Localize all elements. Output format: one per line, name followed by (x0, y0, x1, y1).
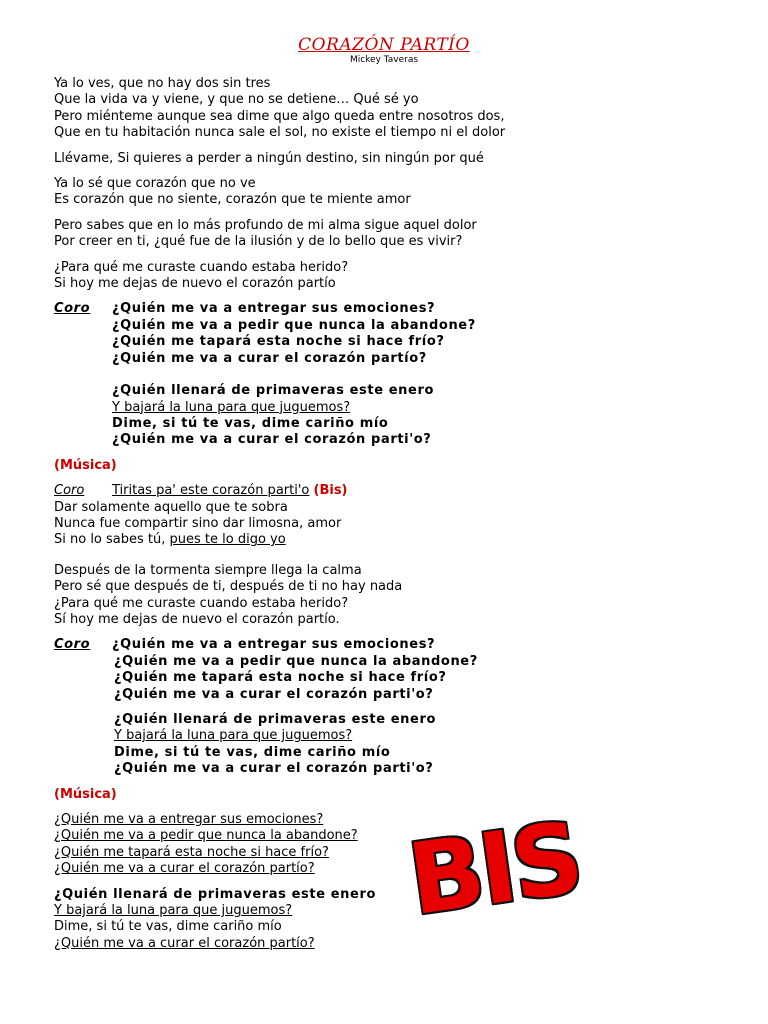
lyric-line: Ya lo ves, que no hay dos sin tres (54, 76, 271, 91)
stanza-3 (54, 176, 694, 209)
chorus-line: ¿Quién me va a curar el corazón parti'o? (114, 686, 434, 702)
lyric-line: Pero sé que después de ti, después de ti no hay nada (54, 579, 403, 595)
lyric-line: ¿Quién me va a curar el corazón partío? (54, 935, 315, 951)
lyric-line: Es corazón que no siente, corazón que te miente amor (54, 192, 411, 208)
chorus-line: ¿Quién llenará de primaveras este enero (112, 383, 434, 399)
lyric-line: Sí hoy me dejas de nuevo el corazón partío. (54, 611, 340, 627)
final-block-2 (54, 887, 694, 953)
chorus-line: ¿Quién me va a entregar sus emociones? (112, 637, 436, 653)
music-marker: (Música) (54, 786, 117, 802)
stanza-6 (54, 563, 694, 629)
chorus-line: ¿Quién me va a entregar sus emociones? (112, 301, 436, 317)
chorus-line: Y bajará la luna para que juguemos? (112, 399, 351, 415)
lyric-line: Pero miénteme aunque sea dime que algo queda entre nosotros dos, (54, 108, 505, 124)
chorus-label: Coro (54, 637, 91, 653)
lyric-line: Después de la tormenta siempre llega la calma (54, 562, 362, 578)
final-block-1 (54, 812, 694, 878)
chorus-line: Y bajará la luna para que juguemos? (114, 728, 353, 744)
lyric-line: Y bajará la luna para que juguemos? (54, 903, 293, 919)
song-author: Mickey Taveras (349, 55, 419, 65)
lyric-line: Pero sabes que en lo más profundo de mi alma sigue aquel dolor (54, 217, 477, 233)
lyric-underlined: pues te lo digo yo (169, 532, 286, 548)
chorus-label: Coro (54, 483, 85, 499)
lyric-line: Llévame, Si quieres a perder a ningún destino, sin ningún por qué (54, 150, 484, 166)
lyric-line: Dime, si tú te vas, dime cariño mío (54, 919, 282, 935)
lyric-line: ¿Quién me va a pedir que nunca la abandone? (54, 828, 358, 844)
chorus-1 (54, 301, 694, 448)
lyric-line: ¿Quién me va a curar el corazón partío? (54, 861, 315, 877)
lyric-line: Si no lo sabes tú, (54, 532, 170, 548)
stanza-2 (54, 151, 694, 167)
song-title: CORAZÓN PARTÍO (298, 35, 470, 55)
chorus-line: ¿Quién me va a curar el corazón parti'o? (114, 761, 434, 777)
chorus-line: ¿Quién llenará de primaveras este enero (114, 712, 436, 727)
chorus-line: Dime, si tú te vas, dime cariño mío (112, 415, 389, 431)
lyric-line: Por creer en ti, ¿qué fue de la ilusión y de lo bello que es vivir? (54, 234, 463, 250)
stanza-1 (54, 76, 694, 142)
stanza-4 (54, 218, 694, 251)
chorus-line: ¿Quién me tapará esta noche si hace frío? (112, 334, 445, 350)
chorus-3 (54, 637, 694, 777)
chorus-label: Coro (54, 301, 91, 317)
chorus-line: Tiritas pa' este corazón parti'o (112, 483, 310, 499)
bis-graphic: BIS (402, 801, 587, 938)
lyric-line: ¿Para qué me curaste cuando estaba herido? (54, 259, 349, 275)
chorus-line: ¿Quién me va a curar el corazón parti'o? (112, 432, 432, 448)
bis-marker: (Bis) (313, 483, 348, 499)
chorus-line: Dime, si tú te vas, dime cariño mío (114, 744, 391, 760)
lyric-line: Dar solamente aquello que te sobra (54, 499, 288, 515)
lyric-line: ¿Para qué me curaste cuando estaba herido? (54, 595, 349, 611)
lyric-line: ¿Quién me va a entregar sus emociones? (54, 812, 324, 828)
music-marker: (Música) (54, 457, 117, 473)
lyric-line: Que en tu habitación nunca sale el sol, no existe el tiempo ni el dolor (54, 125, 506, 141)
chorus-line: ¿Quién me tapará esta noche si hace frío? (114, 670, 447, 686)
lyric-line: Si hoy me dejas de nuevo el corazón partío (54, 276, 336, 292)
stanza-5 (54, 260, 694, 293)
chorus-line: ¿Quién me va a curar el corazón partío? (112, 350, 427, 366)
lyric-line: ¿Quién me tapará esta noche si hace frío? (54, 844, 329, 860)
lyric-line: Nunca fue compartir sino dar limosna, amor (54, 515, 342, 531)
chorus-2 (54, 483, 694, 549)
chorus-line: ¿Quién me va a pedir que nunca la abandone? (112, 317, 476, 333)
lyric-line: Que la vida va y viene, y que no se detiene… Qué sé yo (54, 92, 419, 108)
lyric-line: ¿Quién llenará de primaveras este enero (54, 886, 376, 902)
lyrics-body (54, 76, 694, 952)
chorus-line: ¿Quién me va a pedir que nunca la abandone? (114, 653, 478, 669)
lyric-line: Ya lo sé que corazón que no ve (54, 176, 256, 192)
